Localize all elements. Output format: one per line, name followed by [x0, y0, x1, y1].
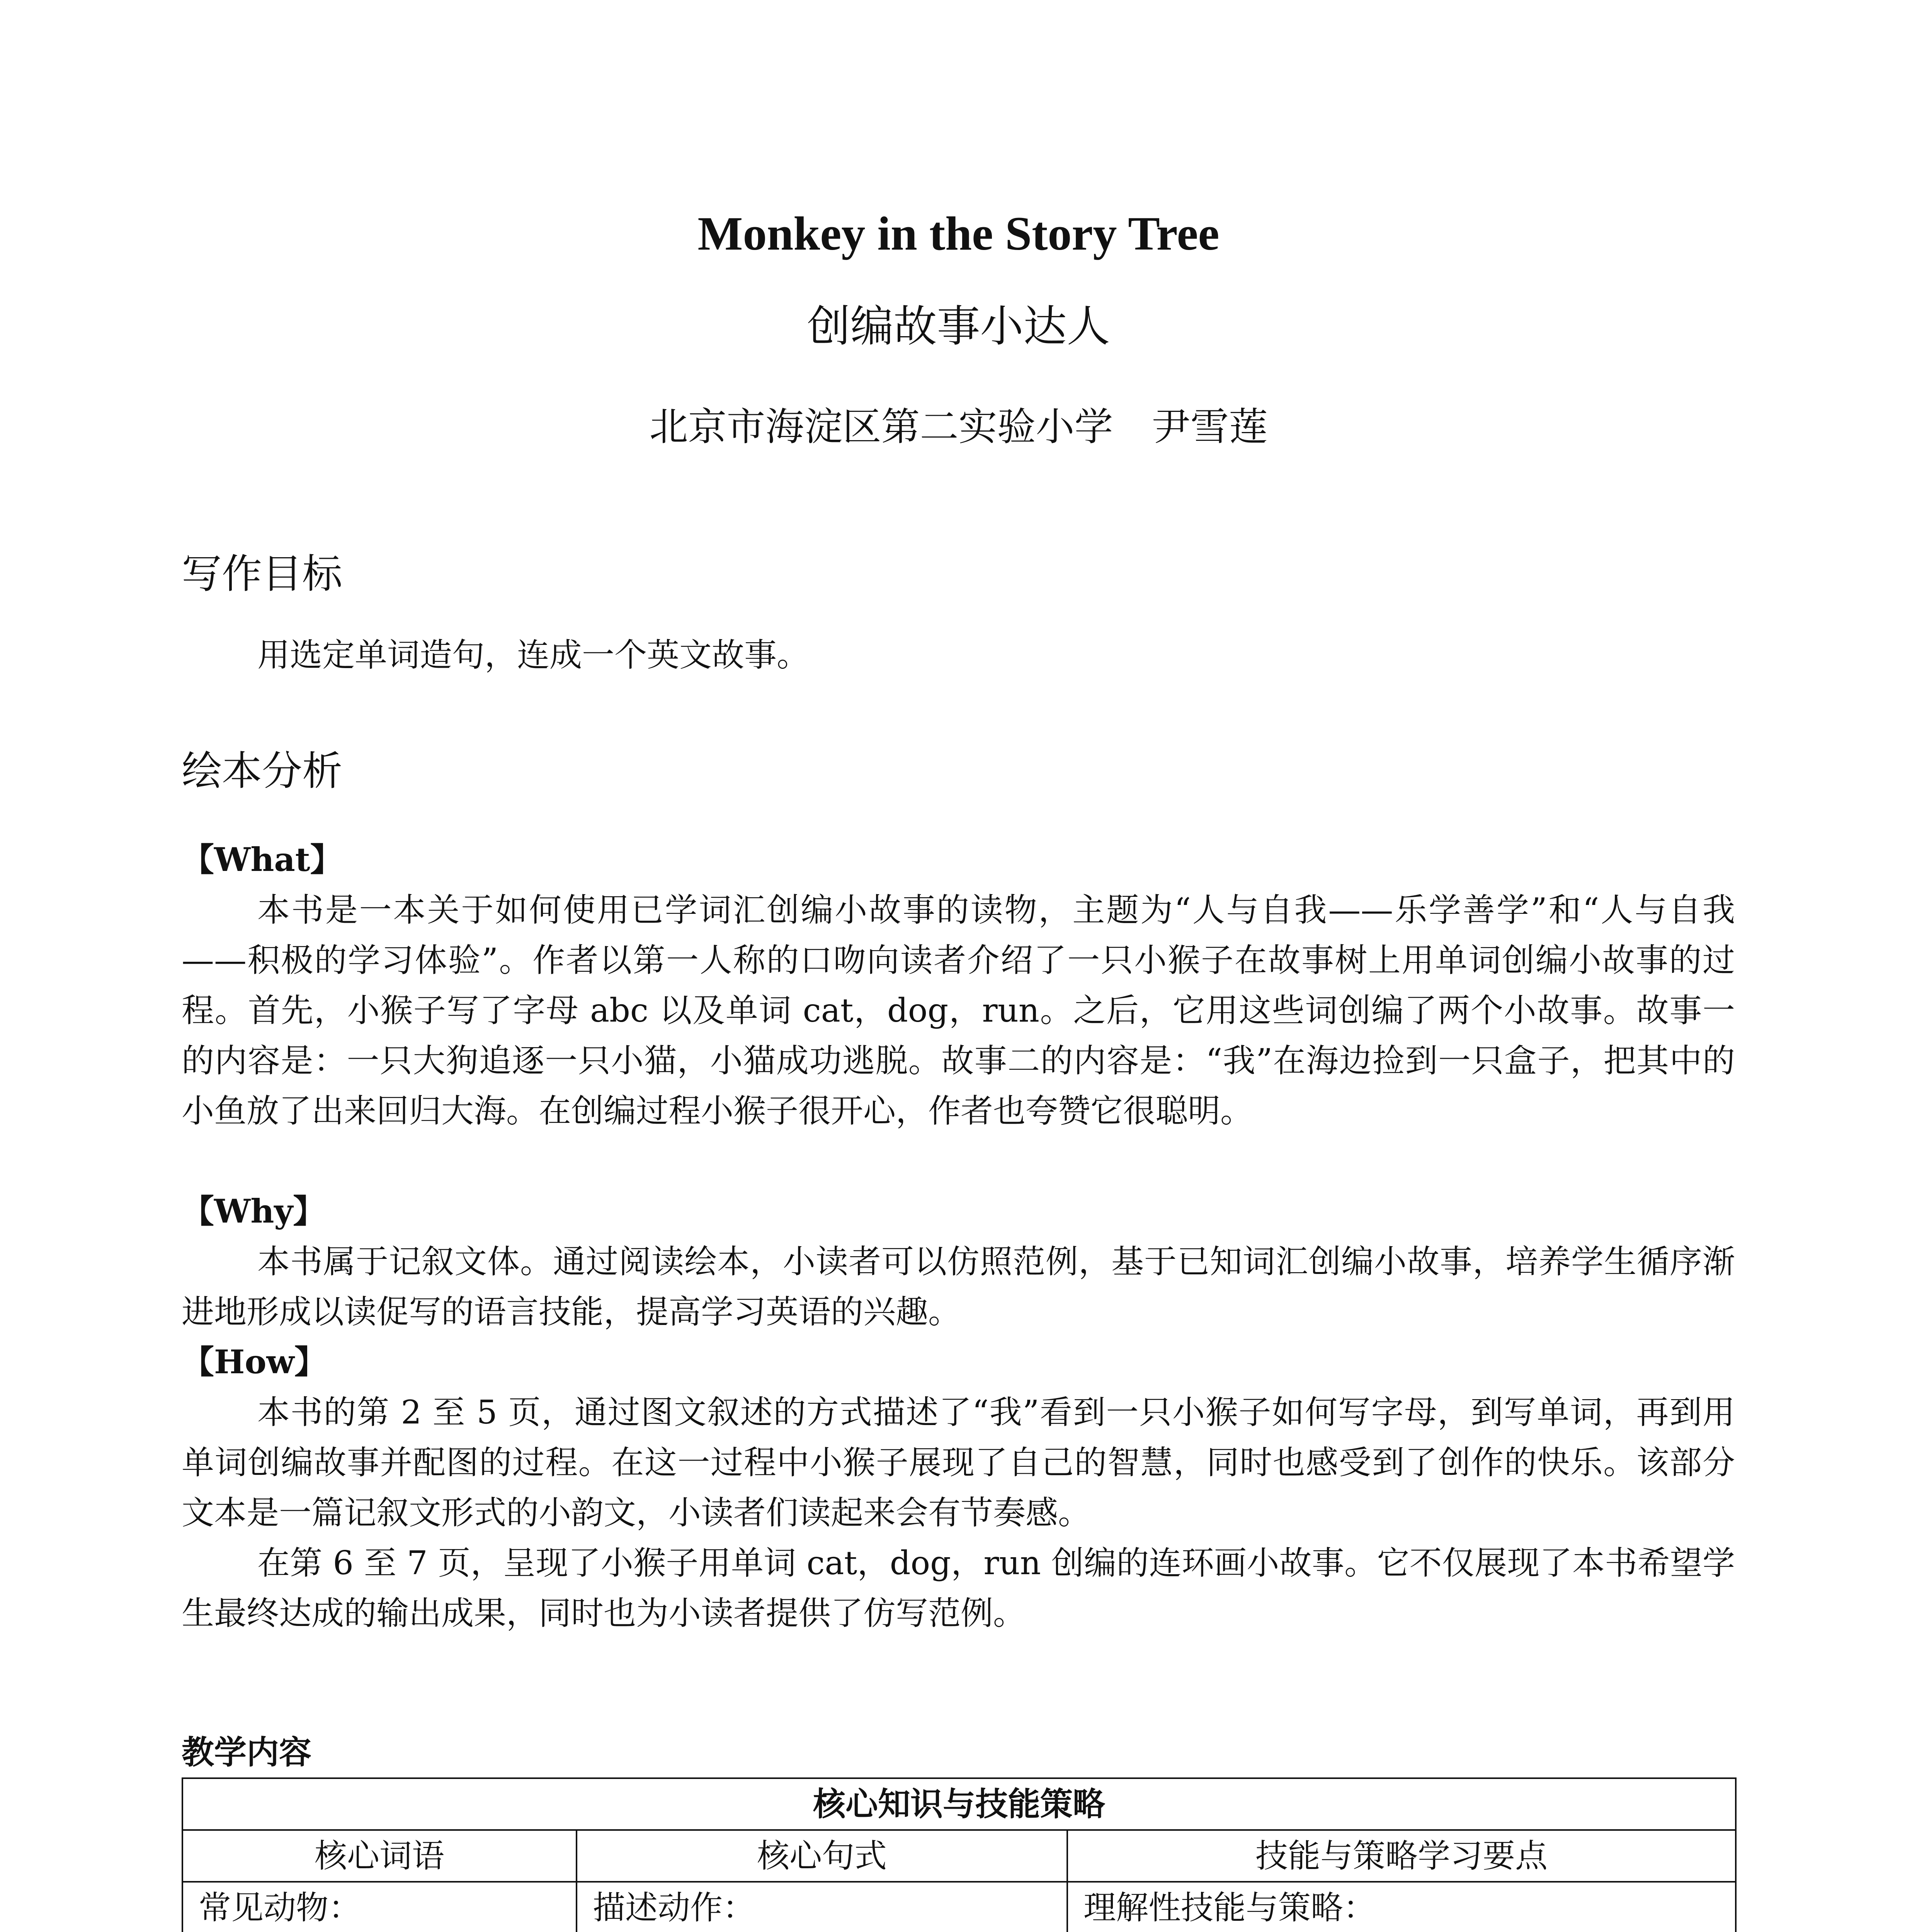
how-paragraph-2: 在第 6 至 7 页，呈现了小猴子用单词 cat，dog，run 创编的连环画小故事。它不仅展现了本书希望学生最终达成的输出成果，同时也为小读者提供了仿写范例。: [182, 1544, 1735, 1632]
writing-goal-heading: 写作目标: [182, 550, 343, 597]
analysis-heading: 绘本分析: [182, 747, 343, 794]
skills-cell: [1067, 1882, 1736, 1932]
document-title: Monkey in the Story Tree: [697, 207, 1220, 260]
what-paragraph: 本书是一本关于如何使用已学词汇创编小故事的读物，主题为“人与自我——乐学善学”和“人与自我——积极的学习体验”。作者以第一人称的口吻向读者介绍了一只小猴子在故事树上用单词创编小故事的过程。首先，小猴子写了字母 abc 以及单词 cat，dog，run。之后，它用这些词创编了两个小故事。故事一的内容是：一只大狗追逐一只小猫，小猫成功逃脱。故事二的内容是：“我”在海边捡到一只盒子，把其中的小鱼放了出来回归大海。在创编过程小猴子很开心，作者也夸赞它很聪明。: [182, 891, 1735, 1130]
document-subtitle: 创编故事小达人: [807, 301, 1110, 352]
how-tag: 【How】: [182, 1343, 327, 1381]
sentence-line: 描述动作：: [593, 1889, 755, 1927]
teaching-content-label: 教学内容: [182, 1733, 312, 1771]
vocab-line: 常见动物：: [199, 1889, 361, 1927]
why-tag: 【Why】: [182, 1192, 326, 1230]
author-line: 北京市海淀区第二实验小学 尹雪莲: [649, 404, 1268, 449]
how-paragraph-1: 本书的第 2 至 5 页，通过图文叙述的方式描述了“我”看到一只小猴子如何写字母，到写单词，再到用单词创编故事并配图的过程。在这一过程中小猴子展现了自己的智慧，同时也感受到了创作的快乐。该部分文本是一篇记叙文形式的小韵文，小读者们读起来会有节奏感。: [182, 1393, 1735, 1532]
table-title: 核心知识与技能策略: [182, 1778, 1736, 1830]
column-header-skills: 技能与策略学习要点: [1067, 1830, 1736, 1882]
why-section: [182, 1236, 1735, 1337]
writing-goal-paragraph: 用选定单词造句，连成一个英文故事。: [257, 636, 810, 674]
core-knowledge-table: [182, 1777, 1737, 1932]
column-header-sentences: 核心句式: [577, 1830, 1067, 1882]
why-paragraph: 本书属于记叙文体。通过阅读绘本，小读者可以仿照范例，基于已知词汇创编小故事，培养学生循序渐进地形成以读促写的语言技能，提高学习英语的兴趣。: [182, 1243, 1735, 1331]
how-section: [182, 1387, 1735, 1638]
column-header-vocab: 核心词语: [182, 1830, 577, 1882]
skills-subheading: 理解性技能与策略：: [1084, 1889, 1376, 1927]
sentences-cell: [577, 1882, 1067, 1932]
vocab-cell: [182, 1882, 577, 1932]
writing-goal-text: [182, 630, 1735, 680]
what-section: [182, 885, 1735, 1136]
what-tag: 【What】: [182, 840, 343, 879]
